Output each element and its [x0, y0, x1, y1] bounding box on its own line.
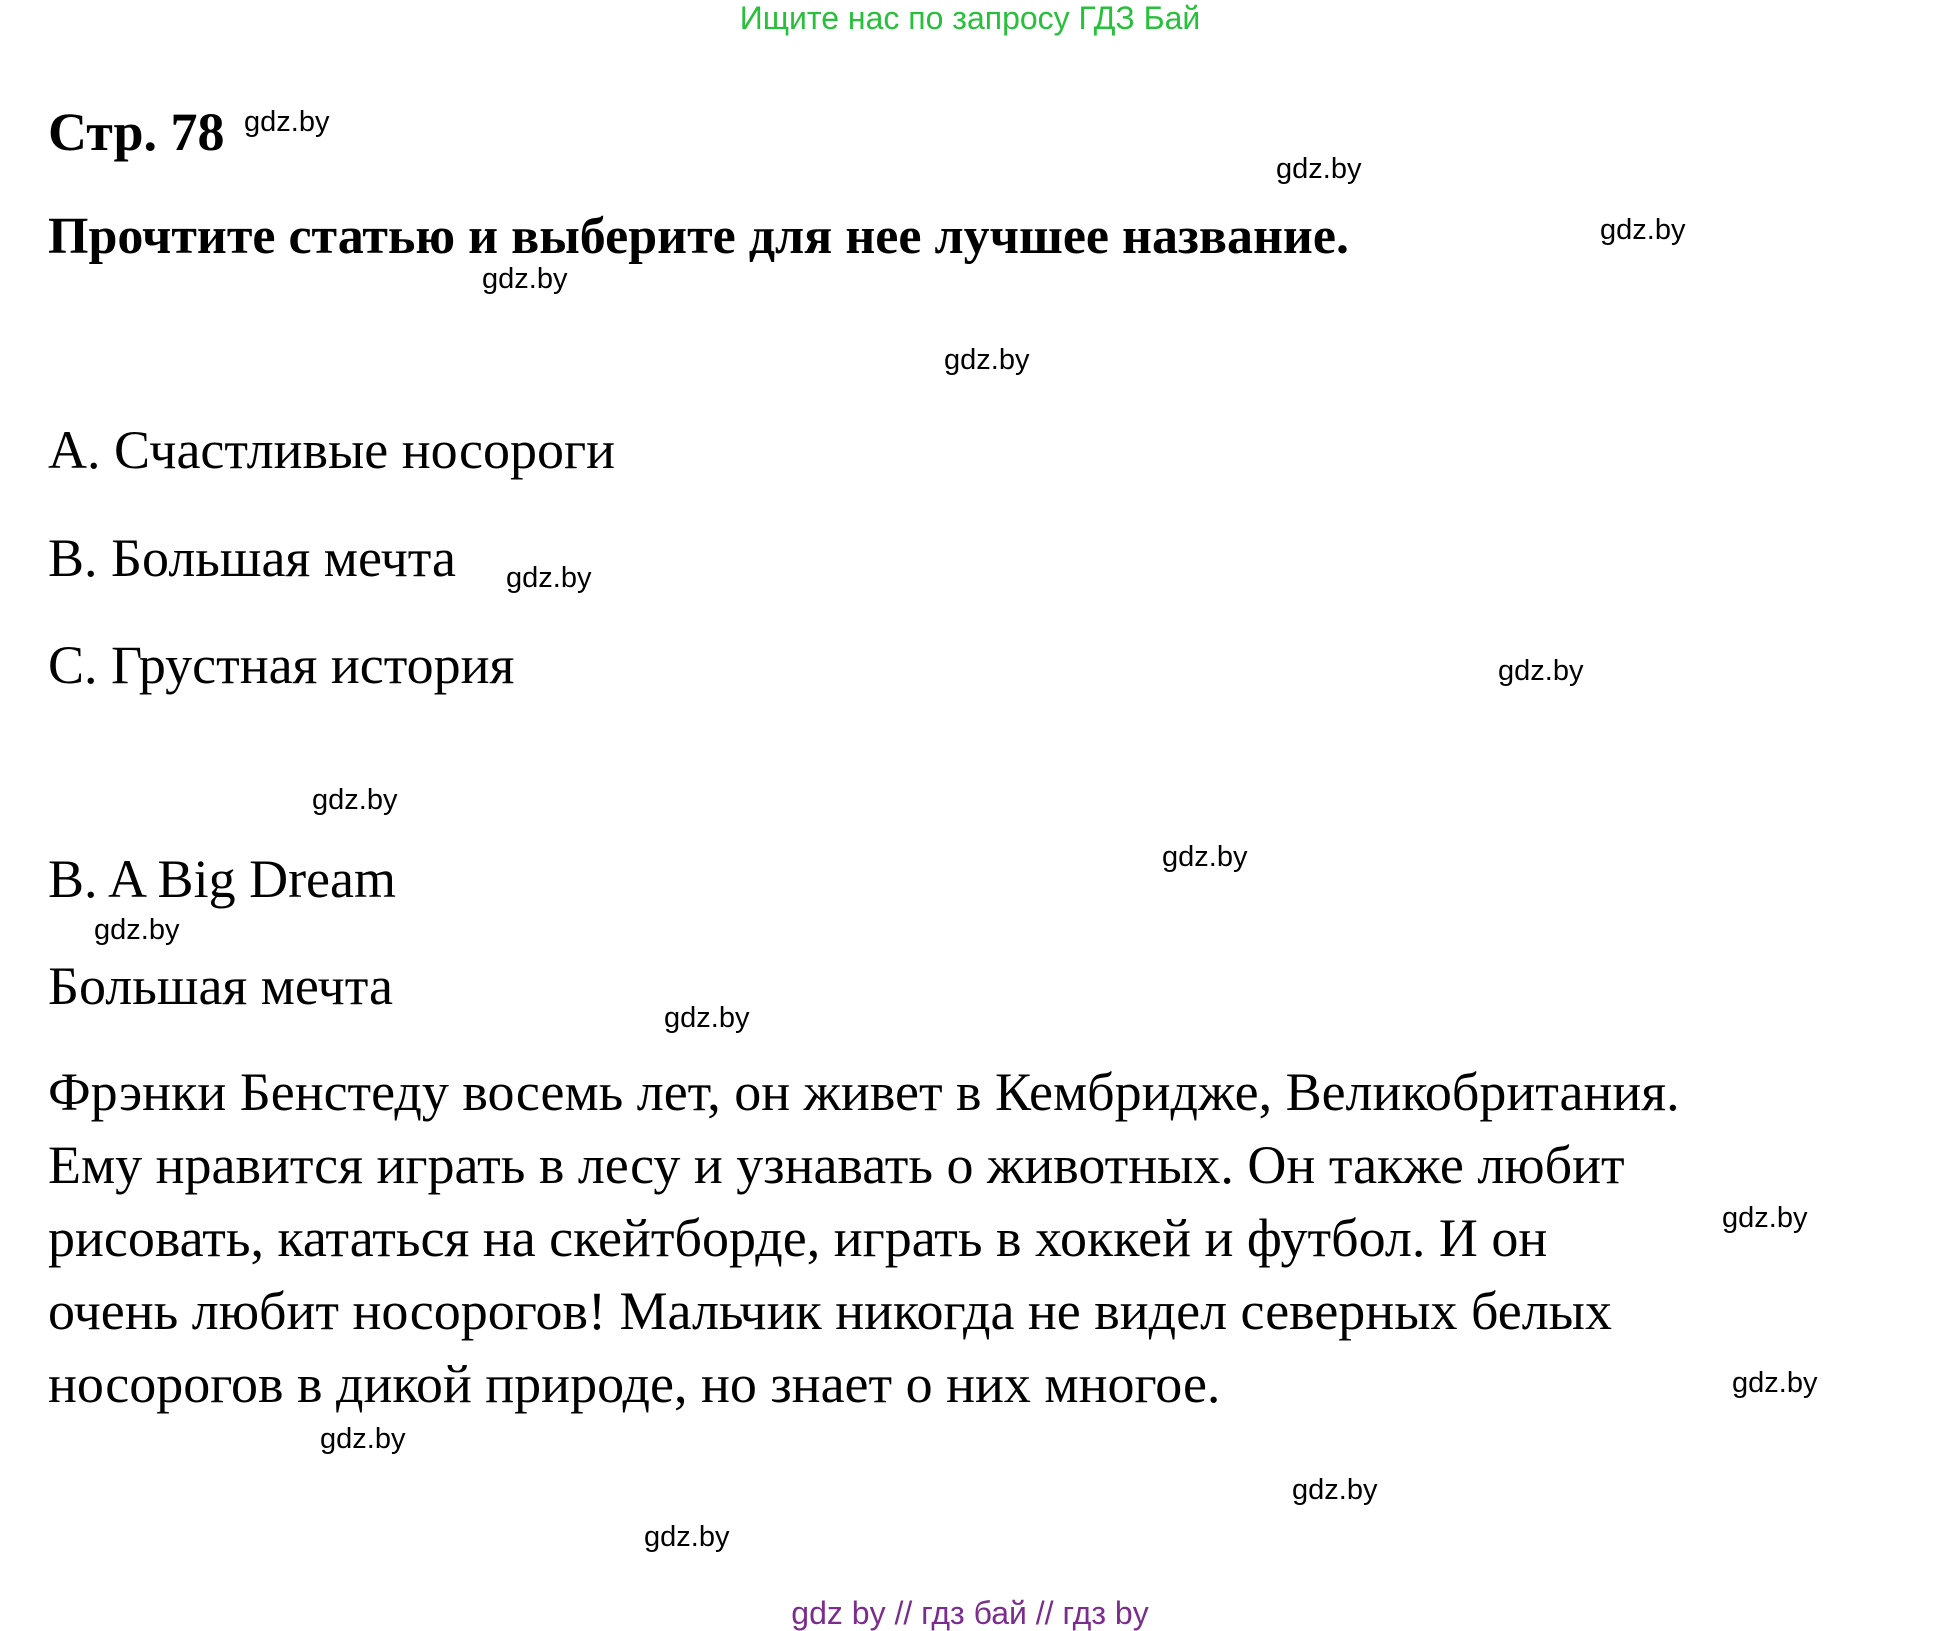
option-c: C. Грустная история — [48, 635, 515, 695]
watermark: gdz.by — [1162, 841, 1248, 873]
paragraph-line: Ему нравится играть в лесу и узнавать о животных. Он также любит — [48, 1135, 1625, 1195]
watermark: gdz.by — [312, 784, 398, 816]
task-instruction: Прочтите статью и выберите для нее лучшее название. — [48, 208, 1349, 265]
watermark: gdz.by — [664, 1002, 750, 1034]
top-banner: Ищите нас по запросу ГДЗ Бай — [739, 0, 1201, 36]
footer-text: gdz by // гдз бай // гдз by — [791, 1595, 1149, 1631]
watermark: gdz.by — [1600, 214, 1686, 246]
watermark: gdz.by — [944, 344, 1030, 376]
option-b: B. Большая мечта — [48, 528, 456, 588]
paragraph-line: рисовать, кататься на скейтборде, играть в хоккей и футбол. И он — [48, 1208, 1548, 1268]
watermark: gdz.by — [1292, 1474, 1378, 1506]
watermark: gdz.by — [482, 263, 568, 295]
watermark: gdz.by — [320, 1423, 406, 1455]
watermark: gdz.by — [1732, 1367, 1818, 1399]
paragraph-line: очень любит носорогов! Мальчик никогда не видел северных белых — [48, 1281, 1612, 1341]
paragraph-line: носорогов в дикой природе, но знает о них многое. — [48, 1354, 1221, 1414]
page-title: Стр. 78 — [48, 102, 225, 162]
watermark: gdz.by — [1276, 153, 1362, 185]
paragraph-line: Фрэнки Бенстеду восемь лет, он живет в Кембридже, Великобритания. — [48, 1062, 1680, 1122]
watermark: gdz.by — [1498, 655, 1584, 687]
watermark: gdz.by — [94, 914, 180, 946]
article-paragraph — [48, 1056, 1848, 1421]
watermark: gdz.by — [244, 106, 330, 138]
watermark: gdz.by — [1722, 1202, 1808, 1234]
option-a: A. Счастливые носороги — [48, 420, 615, 480]
watermark: gdz.by — [506, 562, 592, 594]
answer-english: B. A Big Dream — [48, 849, 396, 909]
answer-russian: Большая мечта — [48, 956, 393, 1016]
watermark: gdz.by — [644, 1521, 730, 1553]
